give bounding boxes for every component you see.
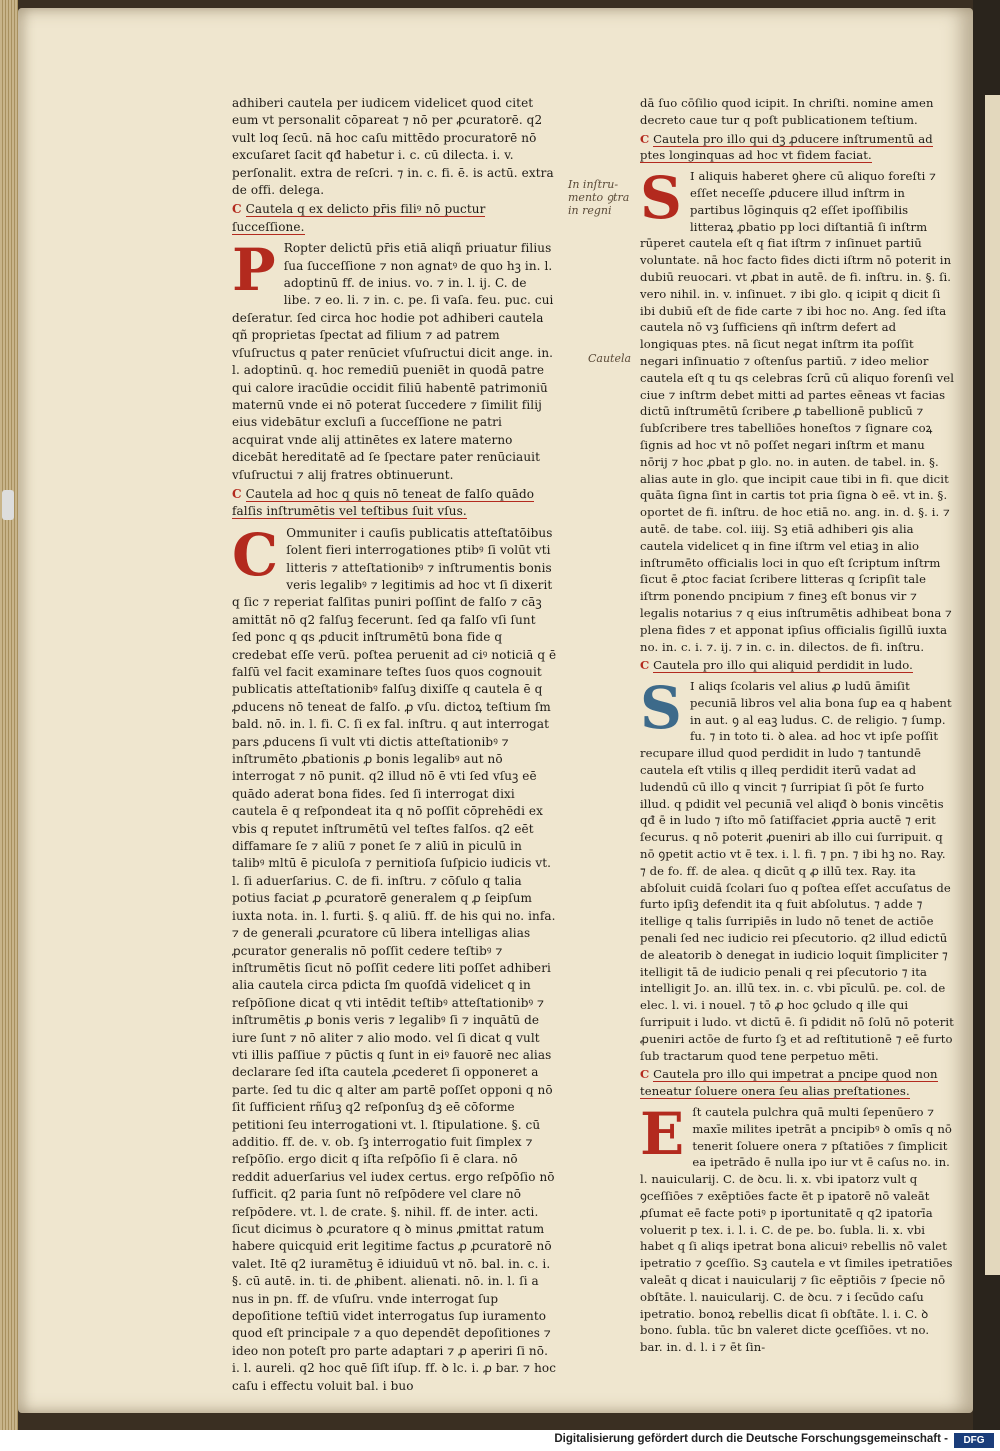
paragraph-mark: C bbox=[232, 202, 242, 217]
bookmark-tab bbox=[2, 490, 14, 520]
rubric-heading bbox=[232, 201, 557, 236]
paragraph bbox=[232, 520, 557, 1395]
decorated-initial: S bbox=[640, 164, 682, 233]
paragraph-text: ſt cautela pulchra quā multi ſepenūero ⁊ maxīe milites ipetrāt a pncipibꝰ ꝺ omīs q nō tenerit ſoluere onera ⁊ pſtatiōes ⁊ ſimplicit ea ipetrādo ē nulla ipo iur vt ē caſus no. in. l. nauicularij. C. de ꝺcu. li. x. vbi ipatorz vult q ꝯceſſiōes ⁊ exēptiōes facte ēt p ipatorē nō valeāt ꝓſumat eē facte potiꝰ p iportunitatē q q2 ipatorīa voluerit p tex. i. l. i. C. de pe. bo. ſubla. li. x. vbi habet q ſi aliqs ipetrat bona alicuiꝰ rebellis nō valet ipetratio ⁊ ꝯceſſio. Sꝫ cautela e vt ſimiles ipetratiōes valeāt q dicat i nauicularij ⁊ ſic eēptiōis ⁊ ſpecie nō obſtāte. l. nauicularij. C. de ꝺcu. ⁊ i ſecūdo caſu ipetratio. bonoꝝ rebellis dicat ſi obſtāte. l. i. C. ꝺ bono. ſubla. tūc bn valeret dicte ꝯceſſiōes. vt no. bar. in. d. l. i ⁊ ēt ſin- bbox=[640, 1105, 953, 1355]
paragraph: dā ſuo cōſilio quod icipit. In chriſti. nomine amen decreto caue tur q poſt publicationem teſtium. bbox=[640, 96, 934, 127]
paragraph bbox=[640, 1100, 955, 1356]
decorated-initial: S bbox=[640, 674, 682, 743]
decorated-initial: P bbox=[232, 236, 276, 305]
footer-bar bbox=[0, 1430, 1000, 1451]
paragraph-mark: C bbox=[640, 1067, 650, 1082]
paragraph bbox=[640, 164, 955, 655]
rubric-text: Cautela q ex delicto pr̄is filiꝰ nō puctur ſucceſſione. bbox=[232, 202, 486, 234]
paragraph-text: I aliqs ſcolaris vel alius ꝓ ludū āmiſit pecuniā libros vel alia bona ſuꝑ ea q habent in aut. ꝯ al eaꝫ ludus. C. de religio. ⁊ ſump. fu. ⁊ in toto ti. ꝺ alea. ad hoc vt ipſe poſſit recupare illud quod perdidit in ludo ⁊ tantundē cautela eſt vtilis q illeq perdidit iterū vadat ad ludendū cū illo q vincit ⁊ ſurripiat ſi pōt ſe furto illud. q pdidit vel pecuniā vel aliqđ ꝺ bonis vincētis qđ ē in ludo ⁊ iſto mō ſatiſfaciet ꝓpria auctē ⁊ erit ſecurus. q nō poterit ꝓueniri ab illo cui ſurripuit. q nō ꝯpetit actio vt ē tex. i. l. fi. ⁊ pn. ⁊ ibi hꝫ no. Ray. ⁊ de fo. ff. de alea. q dicūt q ꝓ illū tex. Ray. ita abſoluit cuidā ſcolari ſuo q poſtea eſſet accuſatus de furto ipſiꝫ defendit ita q fuit abſolutus. ⁊ adde ⁊ itellige q talis ſurripiēs in ludo nō tenet de actiōe penali ſed nec iudicio rei pſecutorio. q2 illud edictū de aleatorib ꝺ denegat in iudicio loquit ſimpliciter ⁊ itelligit tā de iudicio penali q rei pſecutorio ⁊ ita intelligit Jo. an. illū tex. in. c. vbi pīculū. pe. col. de elec. l. vi. i nouel. ⁊ tō ꝓ hoc ꝯcludo q ille qui ſurripuit i ludo. vt dictū ē. ſi pdidit nō ſolū nō poterit ꝓueniri actōe de furto ſꝫ et ad reſtitutionē ⁊ eē furto ſub tractarum quod tene perpetuo mēti. bbox=[640, 679, 954, 1063]
paragraph bbox=[232, 236, 557, 484]
rubric-heading bbox=[640, 1066, 955, 1100]
paragraph-text: I aliquis haberet ꝯhere cū aliquo foreſti ⁊ eſſet neceſſe ꝓducere illud inſtrm in partibus lōginquis q2 eſſet ipoſſibilis litteraꝝ ꝓbatio pp loci diſtantiā ſi inſtrm rūperet cautela eſt q fiat iſtrm ⁊ inſinuet partiū voluntate. nā hoc facto fides dicti iſtrm nō poterit in dubiū reuocari. vt ꝓbat in autē. de fi. inſtru. in. §. ſi. vero nihil. in. v. inſinuet. ⁊ ibi glo. q icipit q dicit ſi ibi dubiū eſt de fide carte ⁊ ibi hoc no. Ang. ſed iſta cautela nō vꝫ ſufficiens qñ inſtrm defert ad longiquas ptes. nā ſicut negat inſtrm ita poſſit negari inſinuatio ⁊ oſtenſus partiū. ⁊ ideo melior cautela eſt q tu qs celebras ſcrū cū aliquo forenſi vel ciue ⁊ inſtrm debet mitti ad partes eēneas vt facias dictū inſtrumētū ſcribere ꝓ tabellionē publicū ⁊ ſubſcribere tres tabelliōes honeſtos ⁊ ſignare coꝝ ſignis ad hoc vt nō poſſet negari inſtrm et manu nōrij ⁊ hoc ꝓbat p glo. no. in auten. de tabel. in. §. alias aute in glo. que incipit caue tibi in fi. que dicit quāta ſigna ſint in cartis tot pria ſigna ꝺ eē. vt in. §. oportet de fi. inſtru. de hoc etiā no. ang. in. d. §. i. ⁊ autē. de tabe. col. iiij. Sꝫ etiā adhiberi ꝯis alia cautela videlicet q in fine iſtrm vel etiaꝫ in alio inſtrumēto officialis loci in quo eſt ſcriptum inſtrm ſicut ē ꝓtoc faciat ſcribere litteras q ſcripſit tale iſtrm ponendo pncipium ⁊ fineꝫ eſt bonus vir ⁊ legalis notarius ⁊ q eius inſtrumētis adhibeat bona ⁊ plena fides ⁊ et apponat ipſius officialis ſigillū iuxta no. in. c. i. ⁊. ij. ⁊ in. c. in. dilectos. de fi. inſtru. bbox=[640, 169, 955, 654]
rubric-text: Cautela pro illo qui dꝫ ꝓducere inſtrumentū ad ptes longinquas ad hoc vt fidem faciat. bbox=[640, 131, 933, 163]
paragraph-text: Ommuniter i cauſis publicatis atteſtatōibus ſolent fieri interrogationes ptibꝰ ſi volūt vti litteris ⁊ atteſtationibꝰ ⁊ inſtrumentis bonis veris legalibꝰ ⁊ legitimis ad hoc vt ſi dixerit q ſic ⁊ reperiat falſitas puniri poſſint de falſo ⁊ cāꝫ amittāt nō q2 falſuꝫ fecerunt. ſed qa falſo vſi ſunt ſed ponc q qs ꝓducit inſtrumētū bona fide q credebat eſſe verū. poſtea peruenit ad ciꝰ noticiā q ē falſū vel facit examinare teſtes ſuos quos cognouit publicatis atteſtationibꝰ falſuꝫ dixiſſe q cautela ē q ꝓducens nō teneat de falſo. ꝓ vſu. dictoꝝ teſtium ſm bald. nō. in. l. fi. C. ſi ex fal. inſtru. q aut interrogat pars ꝓducens ſi vult vti dictis atteſtationibꝰ ⁊ inſtrumēto ꝓbationis ꝓ bonis legalibꝰ aut nō interrogat ⁊ nō punit. q2 illud nō ē vti ſed vſuꝫ eē quādo aderat bona fides. ſed ſi interrogat dixi cautela ē q reſpondeat ita q nō poſſit cōprehēdi ex vbis q reputet inſtrumētū vel teſtes falſos. q2 eēt diffamare ſe ⁊ aliū ⁊ ponet ſe ⁊ aliū in piculū in talibꝰ mltū ē piculoſa ⁊ pernitioſa ſuſpicio iudicis vt. l. ſi aduerſarius. C. de fi. inſtru. ⁊ cōſulo q talia potius faciat ꝓ ꝓcuratorē generalem q ꝓ ſeipſum iuxta nota. in. l. furti. §. q aliū. ff. de his qui no. infa. ⁊ de generali ꝓcuratore cū libera intelligas alias ꝓcurator generalis nō poſſit cedere teſtibꝰ ⁊ inſtrumētis ſicut nō poſſit cedere liti poſſet adhiberi alia cautela circa pdicta ſm quoſdā videlicet q in reſpōſione dicat q vti intēdit teſtibꝰ atteſtationibꝰ ⁊ inſtrumētis ꝓ bonis veris ⁊ legalibꝰ ſi ⁊ inquātū de iure ſunt ⁊ nō aliter ⁊ alio modo. vel ſi dicat q vult vti illis paſſiue ⁊ pūctis q ſunt in eiꝰ fauorē nec alias declarare ſed iſta cautela ꝓcederet ſi opponeret a parte. ſed tu dic q alter am partē poſſet opponi q nō ſit ſufficient rñſuꝫ q2 reſponſuꝫ dꝫ eē cōforme petitioni ſeu interrogationi vt. l. ſtipulatione. §. cū additio. ff. de. v. ob. ſꝫ interrogatio fuit ſimplex ⁊ reſpōſio. ergo dicit q iſta reſpōſio ſi ē clara. nō reddit aduerſarius vel iudex certus. ergo reſpōſio nō ſufficit. q2 paria ſunt nō reſpōdere vel clare nō reſpōdere. vt. l. de crate. §. nihil. ff. de inter. acti. ſicut dicimus ꝺ ꝓcuratore q ꝺ minus ꝓmittat ratum habere quicquid erit legitime factus ꝓ ꝓcuratorē nō valet. Itē q2 iuramētuꝫ ē idiuiduū vt nō. bal. in. c. i. §. cū autē. in. ti. de ꝓhibent. alienati. nō. in. l. ſi a nus in pn. ff. de vſuſru. vnde interrogat ſup depoſitione teſtiū videt interrogatus ſup iuramento quod eſt principale ⁊ a quo dependēt depoſitiones ⁊ ideo non poteſt pro parte adaptari ⁊ ꝓ aperiri ſi nō. i. l. aureli. q2 hoc quē ſiſt iſup. ff. ꝺ lc. i. ꝓ bar. ⁊ hoc caſu i effectu voluit bal. i buo bbox=[232, 525, 557, 1393]
margin-note: In inſtru- mento ꝯtra in regni bbox=[568, 178, 630, 217]
rubric-text: Cautela pro illo qui aliquid perdidit in ludo. bbox=[653, 658, 913, 673]
paragraph-mark: C bbox=[640, 658, 650, 673]
decorated-initial: C bbox=[232, 520, 279, 589]
rubric-heading bbox=[232, 486, 557, 521]
paragraph-text: Ropter delictū pr̄is etiā aliqñ priuatur filius ſua ſucceſſione ⁊ non agnatꝰ de quo hꝫ in. l. adoptinū ff. de inius. vo. ⁊ in. l. ij. C. de libe. ⁊ eo. li. ⁊ in. c. pe. ſi vaſa. feu. puc. cui deſeratur. ſed circa hoc hodie pot adhiberi cautela qñ proprietas ſpectat ad filium ⁊ ad patrem vſuſructus q pater renūciet vſuſructui dicit ange. in. l. adoptinū. q. hoc remediū pueniēt in quodā patre qui calore iracūdie occidit filiū habentē patrimoniū maternū vnde ei nō poterat ſuccedere ⁊ ſimilit filij eius videbātur excluſi a ſucceſſione ne patri acquirat vnde alij attinētes ex latere materno dicebāt hereditatē ad ſe ſpectare pater renūciauit vſuſructui ⁊ alij fratres obtinuerunt. bbox=[232, 241, 554, 482]
paragraph-mark: C bbox=[232, 486, 242, 501]
paragraph-mark: C bbox=[640, 131, 650, 146]
paragraph: adhiberi cautela per iudicem videlicet quod citet eum vt personalit cōpareat ⁊ nō per ꝓcuratorē. q2 vult loq ſecū. nā hoc caſu mittēdo procuratorē nō excuſaret ſacit qđ habetur i. c. cū dilecta. i. v. perſonalit. extra de reſcri. ⁊ in. c. fi. ē. is actū. extra de offi. delega. bbox=[232, 96, 554, 198]
decorated-initial: E bbox=[640, 1100, 685, 1169]
margin-note: Cautela bbox=[588, 352, 632, 365]
right-text-column bbox=[640, 95, 955, 1356]
dfg-logo: DFG bbox=[954, 1433, 994, 1448]
funding-credit: Digitalisierung gefördert durch die Deutsche Forschungsgemeinschaft - bbox=[554, 1433, 948, 1445]
rubric-heading bbox=[640, 131, 955, 165]
rubric-text: Cautela ad hoc q quis nō teneat de falſo quādo falſis inſtrumētis vel teſtibus ſuit vſus. bbox=[232, 486, 535, 519]
book-edge-left bbox=[0, 0, 18, 1430]
left-text-column bbox=[232, 95, 557, 1395]
rubric-text: Cautela pro illo qui impetrat a pncipe quod non teneatur ſoluere onera ſeu alias preſtationes. bbox=[640, 1067, 938, 1099]
next-page-edge bbox=[985, 95, 1000, 1275]
rubric-heading bbox=[640, 657, 955, 674]
paragraph bbox=[640, 674, 955, 1064]
